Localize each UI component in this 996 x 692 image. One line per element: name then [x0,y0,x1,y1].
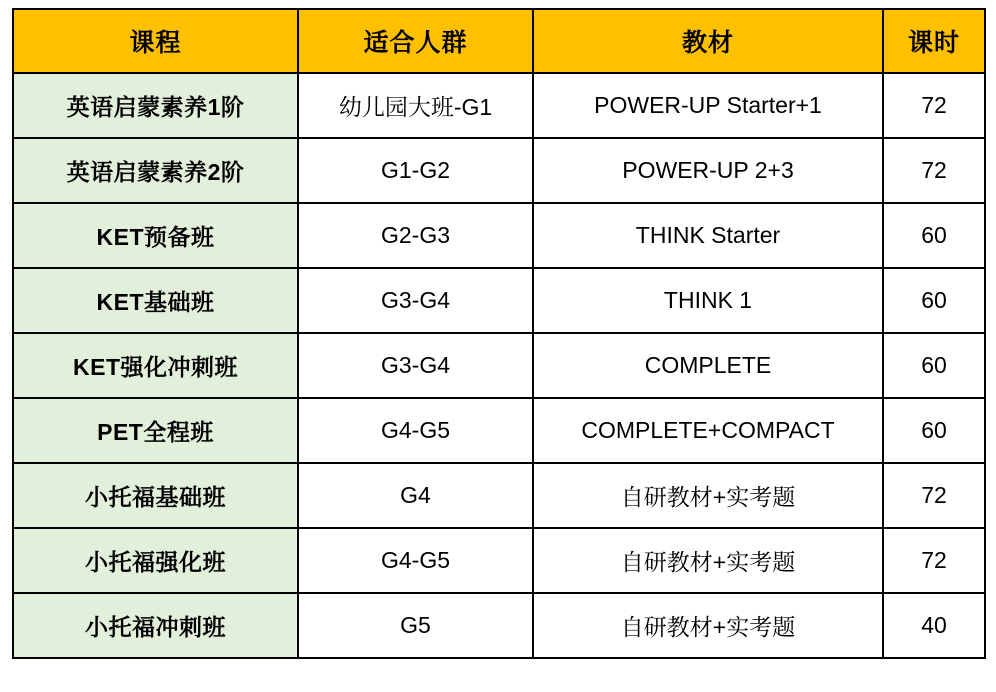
table-row [13,138,985,203]
cell-course: 小托福强化班 [13,528,298,593]
cell-material: COMPLETE+COMPACT [533,398,883,463]
table-row [13,203,985,268]
cell-course: 小托福基础班 [13,463,298,528]
cell-audience: G4 [298,463,533,528]
table-row [13,268,985,333]
cell-audience: G5 [298,593,533,658]
cell-hours: 72 [883,138,985,203]
cell-hours: 60 [883,398,985,463]
cell-material: POWER-UP 2+3 [533,138,883,203]
cell-audience: G3-G4 [298,268,533,333]
cell-audience: G4-G5 [298,528,533,593]
cell-material: POWER-UP Starter+1 [533,73,883,138]
cell-hours: 72 [883,528,985,593]
cell-audience: G3-G4 [298,333,533,398]
cell-hours: 40 [883,593,985,658]
column-header-hours: 课时 [883,9,985,73]
column-header-material: 教材 [533,9,883,73]
column-header-audience: 适合人群 [298,9,533,73]
table-row [13,593,985,658]
cell-hours: 60 [883,333,985,398]
table-header-row [13,9,985,73]
cell-hours: 72 [883,73,985,138]
table-row [13,398,985,463]
table-header [13,9,985,73]
cell-audience: G4-G5 [298,398,533,463]
cell-material: THINK Starter [533,203,883,268]
cell-audience: G2-G3 [298,203,533,268]
cell-material: 自研教材+实考题 [533,528,883,593]
cell-course: 英语启蒙素养1阶 [13,73,298,138]
cell-material: 自研教材+实考题 [533,463,883,528]
cell-course: KET预备班 [13,203,298,268]
cell-course: KET基础班 [13,268,298,333]
table-row [13,463,985,528]
cell-material: COMPLETE [533,333,883,398]
column-header-course: 课程 [13,9,298,73]
table-body [13,73,985,658]
table-row [13,333,985,398]
cell-hours: 72 [883,463,985,528]
cell-course: PET全程班 [13,398,298,463]
cell-audience: 幼儿园大班-G1 [298,73,533,138]
course-table [12,8,986,659]
cell-material: THINK 1 [533,268,883,333]
cell-course: 英语启蒙素养2阶 [13,138,298,203]
cell-hours: 60 [883,268,985,333]
cell-course: KET强化冲刺班 [13,333,298,398]
cell-audience: G1-G2 [298,138,533,203]
cell-hours: 60 [883,203,985,268]
table-row [13,73,985,138]
cell-course: 小托福冲刺班 [13,593,298,658]
table-row [13,528,985,593]
cell-material: 自研教材+实考题 [533,593,883,658]
